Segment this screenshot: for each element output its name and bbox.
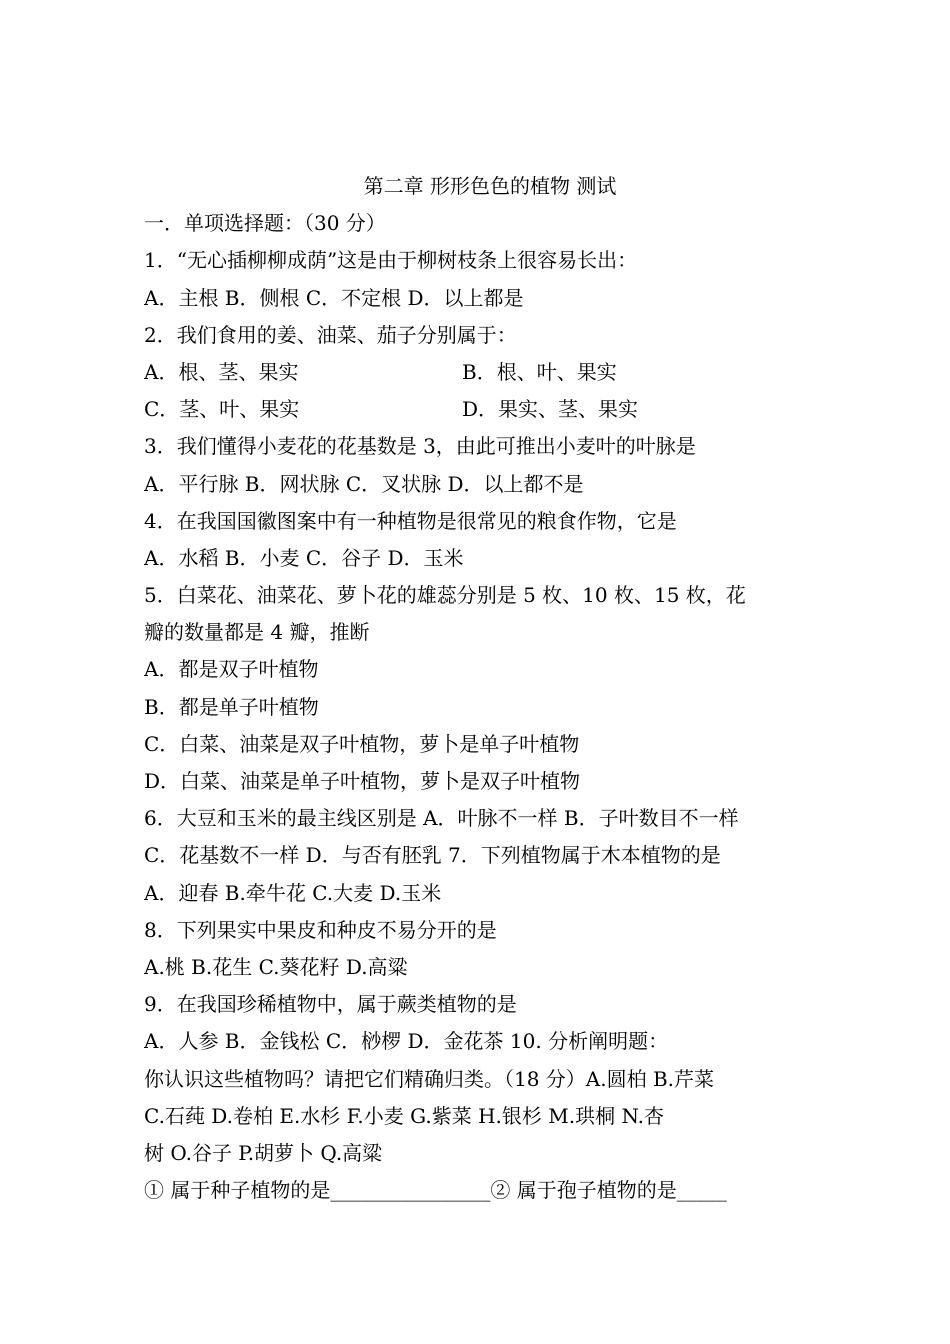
question-6-line-1: 6．大豆和玉米的最主线区别是 A．叶脉不一样 B．子叶数目不一样 (144, 806, 739, 831)
question-10-line-1: 你认识这些植物吗？请把它们精确归类。（18 分）A.圆柏 B.芹菜 (144, 1066, 715, 1091)
question-2-stem: 2．我们食用的姜、油菜、茄子分别属于： (144, 322, 517, 347)
question-8-stem: 8．下列果实中果皮和种皮不易分开的是 (144, 917, 497, 942)
question-2-option-a: A．根、茎、果实 (144, 359, 299, 384)
question-5-option-d: D．白菜、油菜是单子叶植物，萝卜是双子叶植物 (144, 769, 581, 793)
section-heading: 一．单项选择题：（30 分） (144, 211, 386, 236)
question-5-option-c: C．白菜、油菜是双子叶植物，萝卜是单子叶植物 (144, 731, 580, 756)
question-2-options-row-2 (144, 391, 814, 428)
question-10-line-3: 树 O.谷子 P.胡萝卜 Q.高粱 (144, 1140, 383, 1165)
question-3-stem: 3．我们懂得小麦花的花基数是 3，由此可推出小麦叶的叶脉是 (144, 434, 696, 459)
question-4-options: A．水稻 B．小麦 C．谷子 D．玉米 (144, 545, 464, 570)
question-7-options: A．迎春 B.牵牛花 C.大麦 D.玉米 (144, 880, 442, 905)
question-8-options: A.桃 B.花生 C.葵花籽 D.高粱 (144, 954, 408, 979)
question-4-stem: 4．在我国国徽图案中有一种植物是很常见的粮食作物，它是 (144, 508, 677, 533)
question-5-stem-line-2: 瓣的数量都是 4 瓣，推断 (144, 620, 370, 645)
question-9-stem: 9．在我国珍稀植物中，属于蕨类植物的是 (144, 992, 517, 1017)
page-title: 第二章 形形色色的植物 测试 (363, 174, 617, 198)
question-1-options: A．主根 B．侧根 C．不定根 D．以上都是 (144, 285, 524, 310)
question-1-stem: 1．“无心插柳柳成荫”这是由于柳树枝条上很容易长出： (144, 248, 638, 273)
question-6-line-2: C．花基数不一样 D．与否有胚乳 7．下列植物属于木本植物的是 (144, 843, 721, 868)
question-10-line-4: ① 属于种子植物的是________________② 属于孢子植物的是_____ (144, 1178, 727, 1203)
question-9-options: A．人参 B．金钱松 C．桫椤 D．金花茶 10. 分析阐明题： (144, 1029, 669, 1054)
question-5-option-b: B．都是单子叶植物 (144, 694, 319, 719)
question-3-options: A．平行脉 B．网状脉 C．叉状脉 D．以上都不是 (144, 471, 584, 496)
question-2-option-b: B．根、叶、果实 (462, 359, 617, 384)
document-body (144, 168, 814, 1209)
question-2-option-d: D．果实、茎、果实 (462, 397, 639, 422)
question-2-option-c: C．茎、叶、果实 (144, 397, 300, 422)
question-2-options-row-1 (144, 354, 814, 391)
question-5-stem-line-1: 5．白菜花、油菜花、萝卜花的雄蕊分别是 5 枚、10 枚、15 枚，花 (144, 583, 746, 608)
question-10-line-2: C.石莼 D.卷柏 E.水杉 F.小麦 G.紫菜 H.银杉 M.珙桐 N.杏 (144, 1103, 665, 1128)
question-5-option-a: A．都是双子叶植物 (144, 657, 319, 682)
